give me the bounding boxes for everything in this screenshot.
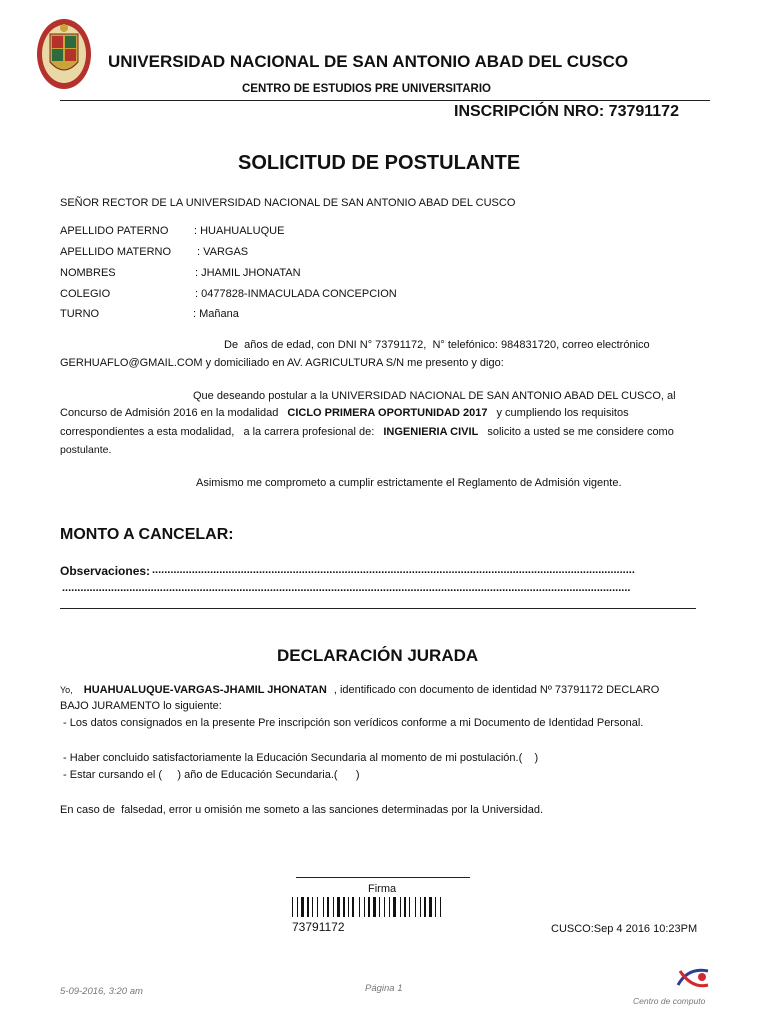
observations-dots-1: ..............................................................................................................................................................	[152, 564, 635, 576]
declaration-heading: DECLARACIÓN JURADA	[277, 646, 479, 665]
declaration-line2: BAJO JURAMENTO lo siguiente:	[60, 700, 222, 712]
observations-dots-2: ..........................................................................................................................................................................................	[62, 582, 631, 594]
barcode-bar	[429, 897, 432, 917]
barcode-bar	[317, 897, 318, 917]
barcode-bar	[297, 897, 298, 917]
field-value-apellido-paterno: : HUAHUALUQUE	[194, 225, 285, 237]
barcode-bar	[343, 897, 345, 917]
field-label-apellido-paterno: APELLIDO PATERNO	[60, 225, 169, 237]
field-value-turno: : Mañana	[193, 308, 239, 320]
barcode-bar	[440, 897, 441, 917]
para2-line2-post: y cumpliendo los requisitos	[496, 407, 629, 419]
barcode-bar	[323, 897, 324, 917]
footer-computing-center: Centro de computo	[633, 996, 706, 1006]
barcode-bar	[379, 897, 380, 917]
barcode-bar	[368, 897, 370, 917]
center-name: CENTRO DE ESTUDIOS PRE UNIVERSITARIO	[242, 83, 491, 95]
barcode-bar	[373, 897, 376, 917]
barcode-bar	[415, 897, 416, 917]
barcode-bar	[393, 897, 396, 917]
para2-line1: Que deseando postular a la UNIVERSIDAD NACIONAL DE SAN ANTONIO ABAD DEL CUSCO, al	[193, 390, 676, 402]
declarant-name: HUAHUALUQUE-VARGAS-JHAMIL JHONATAN	[83, 684, 327, 696]
field-value-colegio: : 0477828-INMACULADA CONCEPCION	[195, 288, 397, 300]
barcode-bar	[435, 897, 436, 917]
field-label-colegio: COLEGIO	[60, 288, 111, 300]
barcode-bar	[352, 897, 354, 917]
barcode-bar	[359, 897, 360, 917]
declaration-item1: - Los datos consignados en la presente Pre inscripción son verídicos conforme a mi Documento de Identidad Personal.	[60, 717, 644, 729]
barcode	[292, 897, 492, 917]
barcode-bar	[292, 897, 293, 917]
para2-line2	[60, 407, 629, 419]
declaration-closing: En caso de falsedad, error u omisión me someto a las sanciones determinadas por la Universidad.	[60, 804, 544, 816]
barcode-bar	[337, 897, 340, 917]
para2-line2-pre: Concurso de Admisión 2016 en la modalidad	[60, 407, 279, 419]
field-value-nombres: : JHAMIL JHONATAN	[195, 267, 301, 279]
field-label-turno: TURNO	[60, 308, 100, 320]
para2-line3-pre: correspondientes a esta modalidad, a la carrera profesional de:	[60, 426, 375, 438]
barcode-bar	[384, 897, 385, 917]
amount-heading: MONTO A CANCELAR:	[60, 526, 234, 543]
barcode-bar	[364, 897, 365, 917]
declaration-line1-post: , identificado con documento de identidad Nº 73791172 DECLARO	[333, 684, 660, 696]
para1-line1: De años de edad, con DNI N° 73791172, N° telefónico: 984831720, correo electrónico	[224, 339, 650, 351]
barcode-bar	[307, 897, 309, 917]
inscription-number: INSCRIPCIÓN NRO: 73791172	[454, 103, 679, 120]
observations-label: Observaciones:	[60, 564, 151, 578]
declaration-item2: - Haber concluido satisfactoriamente la Educación Secundaria al momento de mi postulación.( )	[60, 752, 539, 764]
barcode-bar	[404, 897, 406, 917]
barcode-bar	[312, 897, 313, 917]
page-title: SOLICITUD DE POSTULANTE	[238, 152, 521, 174]
university-seal-logo	[36, 18, 92, 90]
footer-page: Página 1	[365, 983, 403, 994]
observations-line	[60, 608, 696, 609]
para2-line3	[60, 426, 674, 438]
barcode-bar	[400, 897, 401, 917]
place-date: CUSCO:Sep 4 2016 10:23PM	[551, 923, 698, 935]
salutation: SEÑOR RECTOR DE LA UNIVERSIDAD NACIONAL DE SAN ANTONIO ABAD DEL CUSCO	[60, 197, 516, 209]
barcode-bar	[333, 897, 334, 917]
barcode-bar	[409, 897, 410, 917]
header-divider	[60, 100, 710, 101]
para2-line3-post: solicito a usted se me considere como	[487, 426, 674, 438]
modality: CICLO PRIMERA OPORTUNIDAD 2017	[287, 407, 488, 419]
computing-center-logo	[674, 963, 714, 993]
field-value-apellido-materno: : VARGAS	[197, 246, 249, 258]
barcode-bar	[348, 897, 349, 917]
para2-line4: postulante.	[60, 444, 112, 456]
barcode-bar	[420, 897, 421, 917]
field-label-apellido-materno: APELLIDO MATERNO	[60, 246, 172, 258]
declaration-item3: - Estar cursando el ( ) año de Educación Secundaria.( )	[60, 769, 360, 781]
signature-line	[296, 877, 470, 878]
barcode-bar	[424, 897, 426, 917]
barcode-bar	[389, 897, 390, 917]
para1-line2: GERHUAFLO@GMAIL.COM y domiciliado en AV. AGRICULTURA S/N me presento y digo:	[60, 357, 504, 369]
para3: Asimismo me comprometo a cumplir estrictamente el Reglamento de Admisión vigente.	[196, 477, 622, 489]
barcode-bar	[327, 897, 329, 917]
university-name: UNIVERSIDAD NACIONAL DE SAN ANTONIO ABAD DEL CUSCO	[108, 52, 629, 71]
declaration-yo: Yo,	[60, 685, 73, 695]
barcode-bar	[301, 897, 304, 917]
career: INGENIERIA CIVIL	[383, 426, 479, 438]
barcode-number: 73791172	[292, 920, 345, 934]
footer-timestamp: 5-09-2016, 3:20 am	[60, 986, 143, 997]
field-label-nombres: NOMBRES	[60, 267, 116, 279]
declaration-line1	[60, 684, 659, 696]
signature-label: Firma	[368, 883, 397, 895]
